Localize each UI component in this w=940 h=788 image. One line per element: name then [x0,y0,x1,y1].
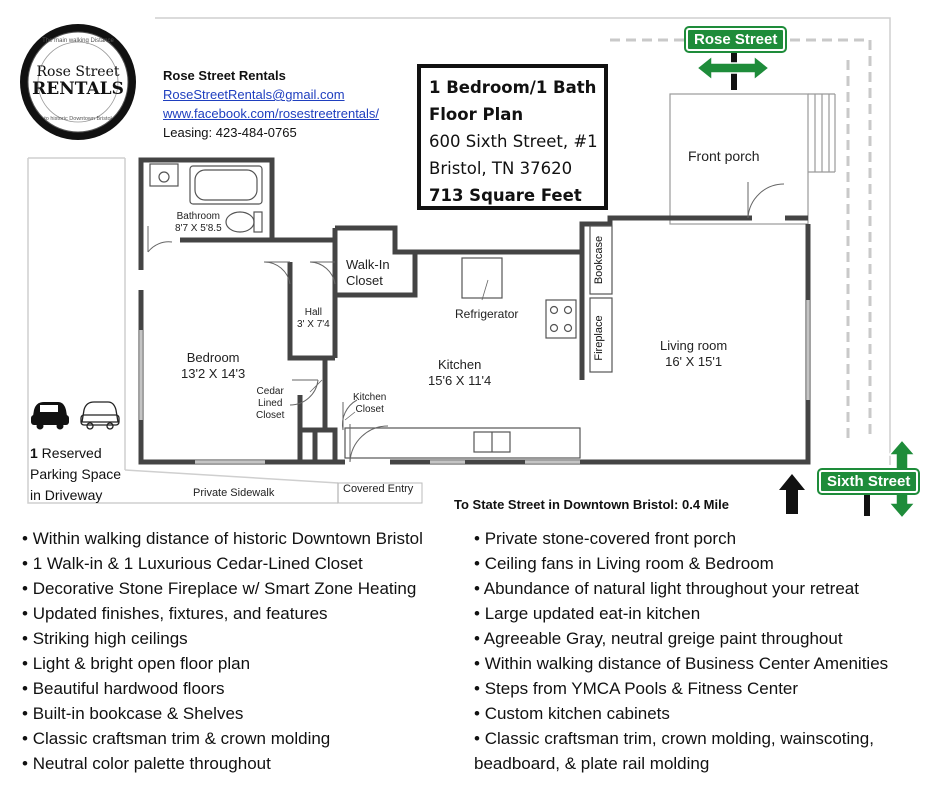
leasing-phone: Leasing: 423-484-0765 [163,125,297,140]
feature-item: • Classic craftsman trim & crown molding [22,726,423,751]
car-icon [31,402,69,430]
company-name: Rose Street Rentals [163,68,286,83]
bathroom-label [175,211,222,235]
feature-item: • Private stone-covered front porch [474,526,888,551]
hall-size: 3' X 7'4 [297,319,330,330]
feature-item: • Light & bright open floor plan [22,651,423,676]
feature-item: • Abundance of natural light throughout your retreat [474,576,888,601]
address-street: 600 Sixth Street, #1 [429,132,598,151]
kitchen-name: Kitchen [437,357,482,372]
living-room-size: 16' X 15'1 [665,354,723,369]
parking-line2: Parking Space [30,466,122,482]
car-outline-icon [81,402,119,429]
front-porch-label: Front porch [688,148,760,164]
feature-item: • Agreeable Gray, neutral greige paint throughout [474,626,888,651]
feature-item-wrap: beadboard, & plate rail molding [474,754,710,773]
bedroom-label [181,350,245,382]
walkin-line1: Walk-In [346,257,390,272]
logo [20,24,136,140]
walkin-closet-label [346,257,390,289]
directions-text: To State Street in Downtown Bristol: 0.4 Mile [454,497,729,512]
hall-name: Hall [304,307,322,318]
feature-item: • Beautiful hardwood floors [22,676,423,701]
refrigerator-label: Refrigerator [455,307,519,321]
unit-type: 1 Bedroom/1 Bath [429,78,597,97]
feature-item: • Within walking distance of Business Center Amenities [474,651,888,676]
feature-item: • Custom kitchen cabinets [474,701,888,726]
sixth-street-sign: Sixth Street [819,470,918,493]
bedroom-size: 13'2 X 14'3 [181,366,246,381]
kitchen-closet-label [353,392,386,416]
cedar-closet-label [256,386,284,422]
square-feet: 713 Square Feet [429,186,582,205]
bathroom-name: Bathroom [176,211,220,222]
rose-street-sign-graphic [697,50,769,90]
floor-plan-info-box [417,64,608,210]
email-link[interactable]: RoseStreetRentals@gmail.com [163,87,345,102]
kitchen-label [428,357,491,389]
parking-line1: Reserved [37,445,102,461]
logo-name-line2: RENTALS [32,79,124,99]
living-room-label [660,338,727,370]
feature-item: • Classic craftsman trim, crown molding, wainscoting, [474,726,888,751]
feature-item: • Updated finishes, fixtures, and features [22,601,423,626]
bathroom-size: 8'7 X 5'8.5 [175,223,222,234]
feature-item: • Built-in bookcase & Shelves [22,701,423,726]
parking-count: 1 [30,445,38,461]
features-right-list [474,526,888,776]
cedar-line3: Closet [256,410,285,421]
features-left-list [22,526,423,776]
floor-plan-title: Floor Plan [429,105,524,124]
private-sidewalk-label: Private Sidewalk [193,487,275,499]
kitchen-closet-line1: Kitchen [353,392,387,403]
hall-label [297,307,330,331]
feature-item: • 1 Walk-in & 1 Luxurious Cedar-Lined Closet [22,551,423,576]
feature-item: • Steps from YMCA Pools & Fitness Center [474,676,888,701]
feature-item: • Striking high ceilings [22,626,423,651]
walkin-line2: Closet [346,273,383,288]
cedar-line2: Lined [257,398,283,409]
direction-arrow [779,474,805,514]
kitchen-closet-line2: Closet [355,404,384,415]
kitchen-size: 15'6 X 11'4 [428,373,492,388]
logo-name-line1: Rose Street [36,64,120,80]
logo-bottom-text: to historic Downtown Bristol [44,116,112,122]
bookcase-label: Bookcase [593,235,605,285]
bedroom-name: Bedroom [186,350,240,365]
fireplace-label: Fireplace [593,315,605,361]
feature-item: • Within walking distance of historic Downtown Bristol [22,526,423,551]
feature-item: • Large updated eat-in kitchen [474,601,888,626]
covered-entry-label: Covered Entry [343,483,414,495]
parking-info [30,443,121,506]
cedar-line1: Cedar [256,386,284,397]
walkway-dashed-path [610,40,870,440]
logo-top-text: The main walking Distance [42,38,114,44]
facebook-link[interactable]: www.facebook.com/rosestreetrentals/ [163,106,380,121]
parking-line3: in Driveway [30,487,103,503]
living-room-name: Living room [660,338,728,353]
rose-street-sign: Rose Street [686,28,785,51]
feature-item: • Ceiling fans in Living room & Bedroom [474,551,888,576]
feature-item: • Decorative Stone Fireplace w/ Smart Zone Heating [22,576,423,601]
address-city: Bristol, TN 37620 [429,159,573,178]
contact-info [163,66,379,142]
feature-item: • Neutral color palette throughout [22,751,423,776]
